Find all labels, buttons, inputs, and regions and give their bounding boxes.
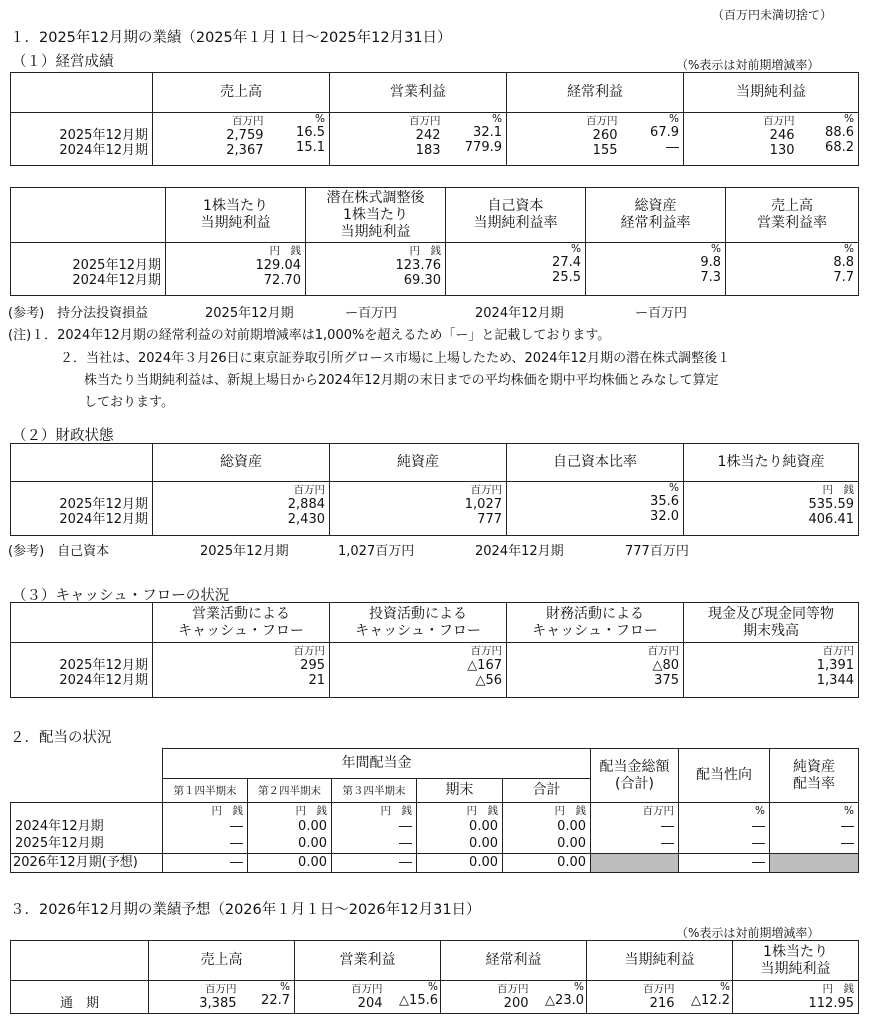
unit-pct: % — [315, 113, 325, 125]
header-diluted-eps — [306, 188, 446, 243]
header-eps — [733, 941, 859, 981]
row-label-2026-forecast: 2026年12月期(予想) — [11, 853, 163, 872]
header-line: 投資活動による — [369, 605, 467, 622]
cash-end-cell — [684, 643, 859, 698]
equity-ratio-cell — [507, 482, 684, 536]
value: 8.8 — [833, 255, 854, 270]
unit-million: 百万円 — [591, 803, 679, 819]
diluted-eps-cell — [306, 243, 446, 296]
value: 9.8 — [700, 255, 721, 270]
header-roa — [586, 188, 726, 243]
value: 200 — [503, 996, 529, 1011]
unit-million: 百万円 — [351, 983, 383, 995]
value: ― — [591, 835, 679, 853]
unit-million: 百万円 — [763, 115, 795, 127]
row-label-2024: 2024年12月期 — [59, 673, 148, 688]
forecast-heading: ３．2026年12月期の業績予想（2026年１月１日～2026年12月31日） — [10, 902, 481, 918]
unit-million: 百万円 — [586, 115, 618, 127]
value: △80 — [652, 658, 679, 673]
unit-pct: % — [669, 482, 679, 494]
value: 67.9 — [650, 125, 679, 140]
dividends-table — [10, 748, 859, 873]
header-operating-profit: 営業利益 — [330, 73, 507, 113]
header-blank — [11, 749, 163, 779]
header-blank — [11, 188, 166, 243]
unit-pct: % — [844, 243, 854, 255]
eps-cell — [733, 981, 859, 1014]
ref-equity-period-2025: 2025年12月期 — [200, 544, 289, 559]
unit-pct: % — [571, 243, 581, 255]
value: 22.7 — [261, 993, 290, 1008]
financial-position-heading: （２）財政状態 — [12, 428, 114, 444]
header-payout-ratio: 配当性向 — [679, 749, 770, 803]
row-label-2025: 2025年12月期 — [59, 497, 148, 512]
note-2-line-2: 株当たり当期純利益は、新規上場日から2024年12月期の末日までの平均株価を期中平均株価とみなして算定 — [84, 373, 719, 388]
header-dividend-on-equity — [770, 749, 859, 803]
row-labels — [11, 243, 166, 296]
value: 183 — [415, 143, 441, 158]
row-label-2024: 2024年12月期 — [59, 512, 148, 527]
ord-profit-cell — [441, 981, 533, 1014]
unit-million: 百万円 — [232, 115, 264, 127]
header-blank — [11, 73, 153, 113]
cash-flow-heading: （３）キャッシュ・フローの状況 — [12, 588, 230, 604]
note-2-line-3: しております。 — [84, 395, 174, 410]
header-line: 財務活動による — [546, 605, 644, 622]
ref-value-2024: ー百万円 — [635, 306, 688, 321]
unit-yen: 円 銭 — [332, 803, 417, 819]
value: 204 — [357, 996, 383, 1011]
header-total: 合計 — [503, 779, 591, 803]
header-line: 当期純利益 — [340, 223, 411, 240]
header-operating-cf — [153, 603, 330, 643]
unit-million: 百万円 — [470, 484, 502, 496]
value: 7.3 — [700, 270, 721, 285]
value: ― — [163, 835, 248, 853]
section1-heading: １．2025年12月期の業績（2025年１月１日～2025年12月31日） — [10, 30, 452, 46]
value-shaded — [770, 853, 859, 872]
ord-profit-cell — [507, 113, 622, 166]
roa-cell — [586, 243, 726, 296]
op-profit-cell — [295, 981, 387, 1014]
value: ― — [163, 818, 248, 835]
value: 779.9 — [464, 140, 502, 155]
value: 3,385 — [199, 996, 237, 1011]
unit-yen: 円 銭 — [503, 803, 591, 819]
sales-cell — [153, 113, 268, 166]
value: ― — [163, 853, 248, 872]
value: 2,759 — [226, 128, 264, 143]
unit-note: （百万円未満切捨て） — [712, 8, 833, 22]
header-operating-profit: 営業利益 — [295, 941, 441, 981]
sales-pct-cell — [241, 981, 295, 1014]
ref-equity-method-label: (参考) 持分法投資損益 — [8, 306, 149, 321]
value: 32.0 — [650, 509, 679, 524]
per-share-table — [10, 187, 859, 296]
ord-profit-pct-cell — [533, 981, 587, 1014]
value: △12.2 — [691, 993, 730, 1008]
unit-pct: % — [679, 803, 770, 819]
unit-yen: 円 銭 — [417, 803, 503, 819]
value: 1,391 — [816, 658, 854, 673]
value: 1,027 — [464, 497, 502, 512]
header-line: 売上高 — [771, 198, 813, 214]
unit-million: 百万円 — [409, 115, 441, 127]
unit-million: 百万円 — [205, 983, 237, 995]
forecast-pct-note: （%表示は対前期増減率） — [676, 926, 820, 940]
header-q2-end: 第２四半期末 — [248, 779, 332, 803]
value: 112.95 — [808, 996, 854, 1011]
ord-profit-pct-cell — [622, 113, 684, 166]
row-label-2024: 2024年12月期 — [72, 273, 161, 288]
value: 25.5 — [552, 270, 581, 285]
financing-cf-cell — [507, 643, 684, 698]
header-net-income: 当期純利益 — [587, 941, 733, 981]
value: ― — [679, 818, 770, 835]
value: 69.30 — [403, 273, 441, 288]
header-line: (合計) — [615, 775, 654, 792]
ref-period-2024: 2024年12月期 — [475, 306, 564, 321]
note-1: (注)１．2024年12月期の経常利益の対前期増減率は1,000%を超えるため「ー」と記載しております。 — [8, 328, 611, 343]
bps-cell — [684, 482, 859, 536]
ref-period-2025: 2025年12月期 — [205, 306, 294, 321]
dividends-heading: ２．配当の状況 — [10, 730, 112, 746]
operating-results-table — [10, 72, 859, 166]
ref-equity-value-2024: 777百万円 — [625, 544, 689, 559]
net-assets-cell — [330, 482, 507, 536]
value: 777 — [477, 512, 502, 527]
value: 16.5 — [296, 125, 325, 140]
header-investing-cf — [330, 603, 507, 643]
net-income-pct-cell — [679, 981, 733, 1014]
value: ― — [591, 818, 679, 835]
header-line: 配当金総額 — [599, 758, 670, 775]
value: ― — [770, 818, 859, 835]
value: 7.7 — [833, 270, 854, 285]
value: 246 — [769, 128, 795, 143]
unit-pct: % — [720, 981, 730, 993]
header-line: 経常利益率 — [620, 215, 691, 231]
investing-cf-cell — [330, 643, 507, 698]
op-margin-cell — [726, 243, 859, 296]
value: 535.59 — [808, 497, 854, 512]
header-line: 配当率 — [793, 775, 836, 792]
value: 88.6 — [825, 125, 854, 140]
value: 0.00 — [248, 853, 332, 872]
unit-yen: 円 銭 — [248, 803, 332, 819]
header-line: 当期純利益 — [760, 960, 831, 977]
value: 0.00 — [503, 853, 591, 872]
op-profit-pct-cell — [445, 113, 507, 166]
header-line: 営業利益率 — [757, 215, 827, 231]
total-assets-cell — [153, 482, 330, 536]
operating-cf-cell — [153, 643, 330, 698]
value: 0.00 — [417, 835, 503, 853]
pct-note: （%表示は対前期増減率） — [676, 58, 820, 72]
value: 2,367 — [226, 143, 264, 158]
unit-pct: % — [770, 803, 859, 819]
header-equity-ratio: 自己資本比率 — [507, 444, 684, 482]
header-line: 純資産 — [793, 758, 836, 775]
header-blank — [11, 603, 153, 643]
value: 27.4 — [552, 255, 581, 270]
header-blank — [11, 941, 149, 981]
value: △167 — [467, 658, 502, 673]
header-op-margin — [726, 188, 859, 243]
value: ― — [679, 853, 770, 872]
op-profit-pct-cell — [387, 981, 441, 1014]
header-line: 潜在株式調整後 — [326, 189, 425, 206]
eps-cell — [166, 243, 306, 296]
header-ordinary-profit: 経常利益 — [441, 941, 587, 981]
unit-pct: % — [574, 981, 584, 993]
unit-pct: % — [669, 113, 679, 125]
value-shaded — [591, 853, 679, 872]
value: 15.1 — [296, 140, 325, 155]
financial-position-table — [10, 443, 859, 536]
header-line: 現金及び現金同等物 — [708, 605, 834, 622]
value: 2,430 — [287, 512, 325, 527]
value: 260 — [592, 128, 618, 143]
value: ― — [666, 140, 679, 155]
header-eps — [166, 188, 306, 243]
note-2-line-1: ２．当社は、2024年３月26日に東京証券取引所グロース市場に上場したため、2024年12月期の潜在株式調整後１ — [60, 351, 731, 366]
row-label-full-year: 通 期 — [11, 981, 149, 1014]
header-ordinary-profit: 経常利益 — [507, 73, 684, 113]
value: ― — [679, 835, 770, 853]
net-income-cell — [587, 981, 679, 1014]
header-line: キャッシュ・フロー — [532, 622, 658, 639]
row-label-2025: 2025年12月期 — [11, 835, 163, 853]
ref-equity-label: (参考) 自己資本 — [8, 544, 110, 559]
header-blank — [11, 779, 163, 803]
header-line: 当期純利益 — [200, 215, 271, 231]
header-sales: 売上高 — [149, 941, 295, 981]
value: 1,344 — [816, 673, 854, 688]
value: 72.70 — [263, 273, 301, 288]
value: 68.2 — [825, 140, 854, 155]
row-label-2025: 2025年12月期 — [59, 128, 148, 143]
unit-million: 百万円 — [293, 484, 325, 496]
value: 32.1 — [473, 125, 502, 140]
header-q1-end: 第１四半期末 — [163, 779, 248, 803]
header-blank — [11, 444, 153, 482]
value: 295 — [300, 658, 325, 673]
header-line: キャッシュ・フロー — [178, 622, 304, 639]
header-line: 1株当たり — [763, 943, 828, 960]
ref-equity-value-2025: 1,027百万円 — [338, 544, 415, 559]
unit-blank — [11, 803, 163, 819]
unit-million: 百万円 — [497, 983, 529, 995]
row-label-2024: 2024年12月期 — [59, 143, 148, 158]
row-labels — [11, 113, 153, 166]
value: 129.04 — [255, 258, 301, 273]
row-label-2025: 2025年12月期 — [72, 258, 161, 273]
header-annual-dividend: 年間配当金 — [163, 749, 591, 779]
header-net-assets: 純資産 — [330, 444, 507, 482]
unit-yen: 円 銭 — [269, 245, 301, 257]
header-cash-end — [684, 603, 859, 643]
unit-pct: % — [280, 981, 290, 993]
unit-yen: 円 銭 — [409, 245, 441, 257]
value: 242 — [415, 128, 441, 143]
value: 155 — [592, 143, 618, 158]
header-total-assets: 総資産 — [153, 444, 330, 482]
unit-million: 百万円 — [470, 645, 502, 657]
row-labels — [11, 643, 153, 698]
sales-pct-cell — [268, 113, 330, 166]
header-q3-end: 第３四半期末 — [332, 779, 417, 803]
header-financing-cf — [507, 603, 684, 643]
value: 0.00 — [503, 818, 591, 835]
value: 0.00 — [503, 835, 591, 853]
header-bps: 1株当たり純資産 — [684, 444, 859, 482]
value: 0.00 — [417, 818, 503, 835]
header-line: 期末残高 — [743, 622, 799, 639]
value: 0.00 — [248, 818, 332, 835]
header-line: 自己資本 — [487, 198, 544, 214]
header-sales: 売上高 — [153, 73, 330, 113]
header-line: 当期純利益率 — [473, 215, 558, 231]
value: 216 — [649, 996, 675, 1011]
op-profit-cell — [330, 113, 445, 166]
value: 0.00 — [417, 853, 503, 872]
value: ― — [770, 835, 859, 853]
row-labels — [11, 482, 153, 536]
value: 123.76 — [395, 258, 441, 273]
unit-pct: % — [711, 243, 721, 255]
value: 21 — [308, 673, 325, 688]
value: 406.41 — [808, 512, 854, 527]
unit-million: 百万円 — [643, 983, 675, 995]
header-total-dividend — [591, 749, 679, 803]
unit-million: 百万円 — [822, 645, 854, 657]
ref-equity-period-2024: 2024年12月期 — [475, 544, 564, 559]
value: 35.6 — [650, 494, 679, 509]
net-income-cell — [684, 113, 799, 166]
cash-flow-table — [10, 602, 859, 698]
value: 130 — [769, 143, 795, 158]
header-net-income: 当期純利益 — [684, 73, 859, 113]
header-year-end: 期末 — [417, 779, 503, 803]
value: △15.6 — [399, 993, 438, 1008]
header-line: キャッシュ・フロー — [355, 622, 481, 639]
value: ― — [332, 835, 417, 853]
unit-million: 百万円 — [293, 645, 325, 657]
ref-value-2025: ー百万円 — [345, 306, 398, 321]
unit-yen: 円 銭 — [822, 484, 854, 496]
header-roe — [446, 188, 586, 243]
header-line: 1株当たり — [203, 198, 268, 214]
value: 2,884 — [287, 497, 325, 512]
net-income-pct-cell — [799, 113, 859, 166]
unit-pct: % — [492, 113, 502, 125]
roe-cell — [446, 243, 586, 296]
unit-million: 百万円 — [647, 645, 679, 657]
value: △56 — [475, 673, 502, 688]
unit-yen: 円 銭 — [163, 803, 248, 819]
header-line: 総資産 — [634, 198, 677, 214]
operating-results-heading: （１）経営成績 — [12, 54, 114, 70]
unit-pct: % — [844, 113, 854, 125]
sales-cell — [149, 981, 241, 1014]
unit-pct: % — [428, 981, 438, 993]
value: △23.0 — [545, 993, 584, 1008]
forecast-table — [10, 940, 859, 1014]
value: 375 — [654, 673, 679, 688]
value: ― — [332, 818, 417, 835]
header-line: 1株当たり — [343, 206, 408, 223]
value: ― — [332, 853, 417, 872]
row-label-2024: 2024年12月期 — [11, 818, 163, 835]
value: 0.00 — [248, 835, 332, 853]
row-label-2025: 2025年12月期 — [59, 658, 148, 673]
header-line: 営業活動による — [192, 605, 290, 622]
unit-yen: 円 銭 — [822, 983, 854, 995]
